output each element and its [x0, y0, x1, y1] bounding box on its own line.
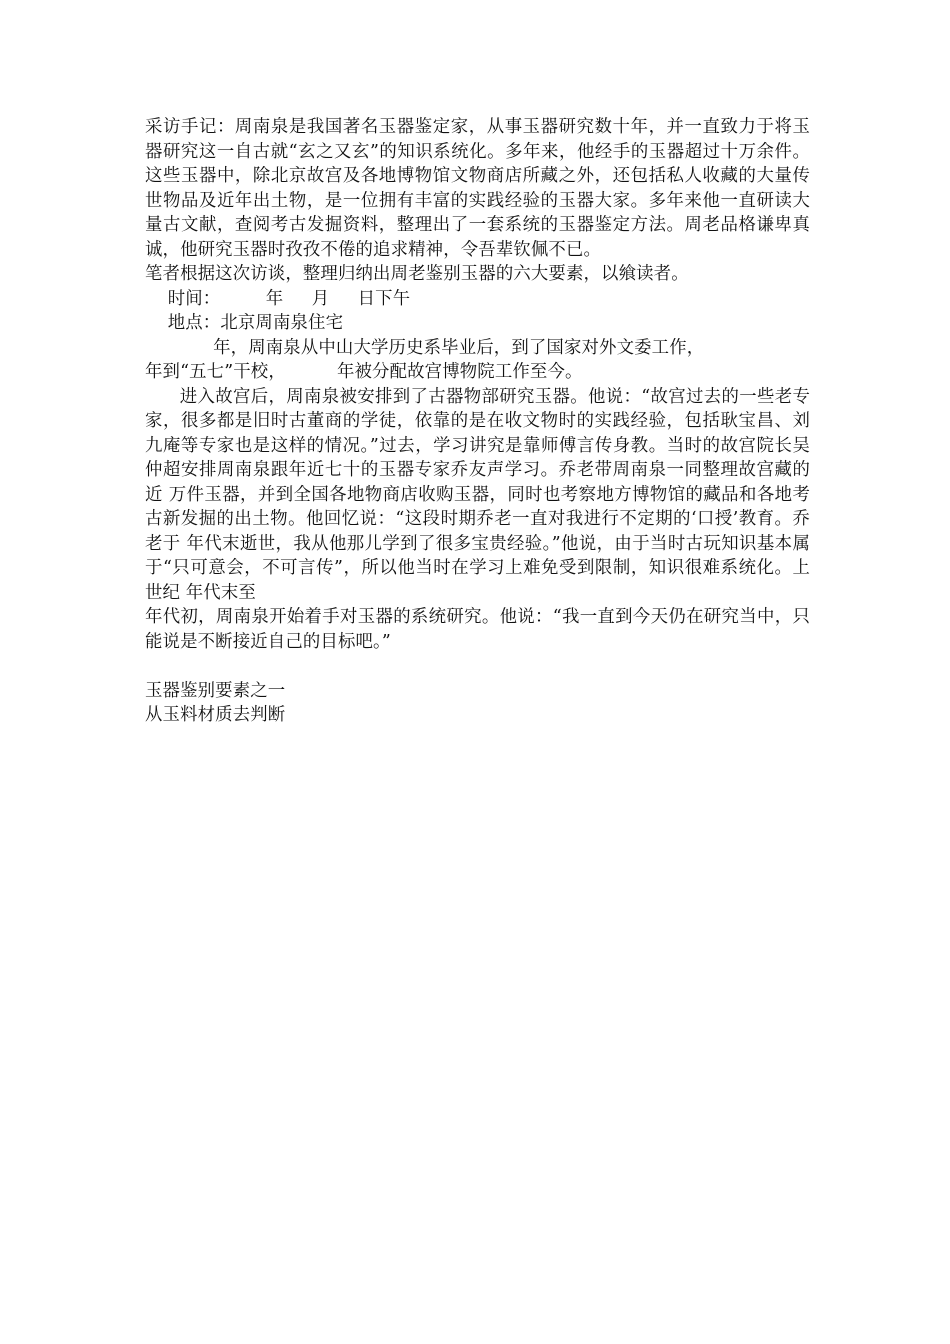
interview-time-line: 时间： 年 月 日下午	[145, 288, 411, 309]
section-heading: 玉器鉴别要素之一	[145, 680, 286, 701]
career-line-2: 年到“五七”干校， 年被分配故宫博物院工作至今。	[145, 362, 583, 382]
interview-notes-paragraph: 采访手记：周南泉是我国著名玉器鉴定家，从事玉器研究数十年，并一直致力于将玉器研究这一自古就“玄之又玄”的知识系统化。多年来，他经手的玉器超过十万余件。这些玉器中，除北京故宫及各地博物馆文物商店所藏之外，还包括私人收藏的大量传世物品及近年出土物，是一位拥有丰富的实践经验的玉器大家。多年来他一直研读大量古文献，查阅考古发掘资料，整理出了一套系统的玉器鉴定方法。周老品格谦卑真诚，他研究玉器时孜孜不倦的追求精神，令吾辈钦佩不已。	[145, 117, 810, 260]
article-body	[145, 115, 810, 728]
forbidden-city-paragraph: 进入故宫后，周南泉被安排到了古器物部研究玉器。他说：“故宫过去的一些老专家，很多都是旧时古董商的学徒，依靠的是在收文物时的实践经验，包括耿宝昌、刘九庵等专家也是这样的情况。”过去，学习讲究是靠师傅言传身教。当时的故宫院长吴仲超安排周南泉跟年近七十的玉器专家乔友声学习。乔老带周南泉一同整理故宫藏的近 万件玉器，并到全国各地物商店收购玉器，同时也考察地方博物馆的藏品和各地考古新发掘的出土物。他回忆说：“这段时期乔老一直对我进行不定期的‘口授’教育。乔老于 年代末逝世，我从他那儿学到了很多宝贵经验。”他说，由于当时古玩知识基本属于“只可意会，不可言传”，所以他当时在学习上难免受到限制，知识很难系统化。上世纪 年代末至	[145, 386, 810, 603]
forbidden-city-paragraph-end: 年代初，周南泉开始着手对玉器的系统研究。他说：“我一直到今天仍在研究当中，只能说是不断接近自己的目标吧。”	[145, 607, 810, 652]
paragraph-spacer	[145, 654, 810, 679]
career-line-1: 年，周南泉从中山大学历史系毕业后，到了国家对外文委工作，	[145, 337, 705, 358]
summary-paragraph: 笔者根据这次访谈，整理归纳出周老鉴别玉器的六大要素，以飨读者。	[145, 264, 689, 284]
interview-place-line: 地点：北京周南泉住宅	[145, 313, 344, 333]
section-subheading: 从玉料材质去判断	[145, 705, 286, 725]
